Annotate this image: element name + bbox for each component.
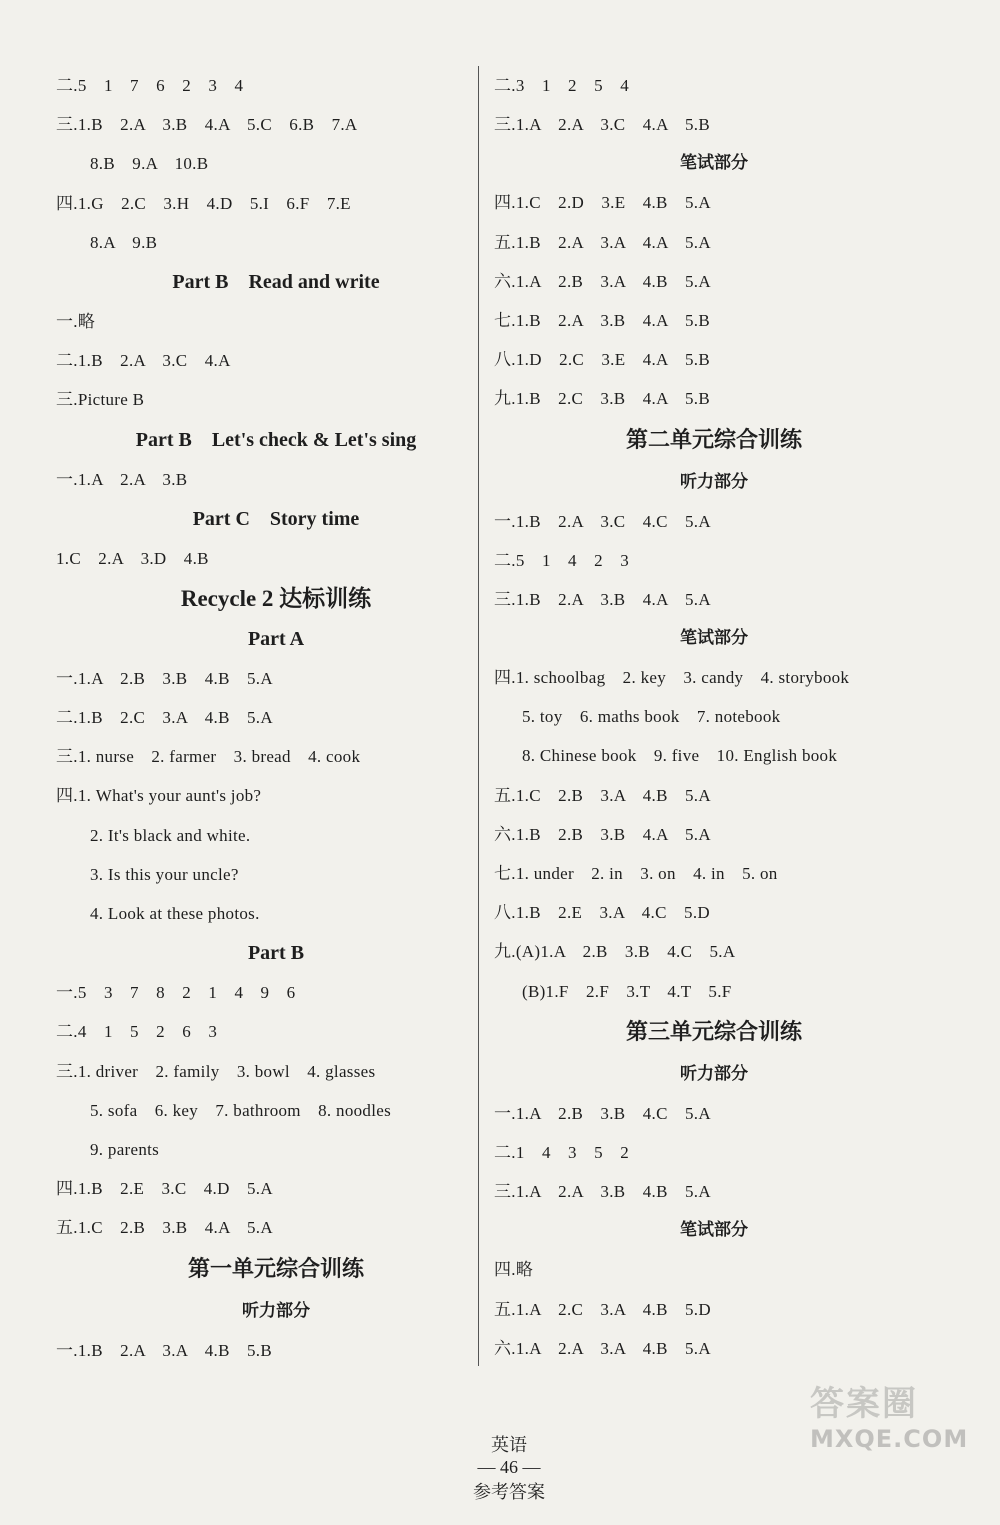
section-heading: Part C Story time — [192, 507, 360, 530]
footer-subject: 英语 — [491, 1435, 527, 1455]
answer-line: 二.1 4 3 5 2 — [494, 1142, 630, 1162]
answer-line: 三.1.A 2.A 3.C 4.A 5.B — [494, 115, 710, 135]
unit-heading: 第三单元综合训练 — [625, 1019, 802, 1045]
answer-line: 三.1. nurse 2. farmer 3. bread 4. cook — [56, 747, 361, 767]
answer-line: 一.1.A 2.A 3.B — [56, 469, 188, 489]
answer-line: 9. parents — [90, 1139, 160, 1159]
answer-line: 一.略 — [56, 311, 96, 331]
answer-line: 三.1. driver 2. family 3. bowl 4. glasses — [56, 1061, 376, 1081]
unit-heading: Recycle 2 达标训练 — [180, 585, 372, 611]
subsection-heading: 笔试部分 — [680, 153, 748, 174]
answer-line: 一.1.A 2.B 3.B 4.B 5.A — [56, 668, 273, 688]
subsection-heading: 听力部分 — [242, 1300, 310, 1321]
answer-line: 四.1. schoolbag 2. key 3. candy 4. storybook — [494, 668, 850, 688]
answer-line: 8.B 9.A 10.B — [90, 154, 209, 174]
answer-line: 一.1.B 2.A 3.A 4.B 5.B — [56, 1340, 272, 1360]
answer-line: 六.1.A 2.A 3.A 4.B 5.A — [494, 1338, 711, 1358]
unit-heading: 第二单元综合训练 — [625, 427, 802, 453]
answer-line: 九.(A)1.A 2.B 3.B 4.C 5.A — [494, 942, 736, 962]
page-number: — 46 — — [477, 1457, 541, 1477]
right-column — [494, 66, 934, 1368]
section-heading: Part B — [247, 942, 305, 965]
subsection-heading: 笔试部分 — [680, 1220, 748, 1241]
answer-line: 二.3 1 2 5 4 — [494, 76, 630, 95]
answer-line: 5. sofa 6. key 7. bathroom 8. noodles — [90, 1100, 392, 1120]
answer-line: 3. Is this your uncle? — [90, 864, 239, 884]
answer-line: 四.1.B 2.E 3.C 4.D 5.A — [56, 1179, 273, 1199]
answer-line: (B)1.F 2.F 3.T 4.T 5.F — [522, 981, 732, 1001]
answer-line: 一.1.A 2.B 3.B 4.C 5.A — [494, 1103, 711, 1123]
answer-line: 五.1.A 2.C 3.A 4.B 5.D — [494, 1299, 711, 1319]
answer-line: 六.1.B 2.B 3.B 4.A 5.A — [494, 824, 711, 844]
answer-line: 四.1.G 2.C 3.H 4.D 5.I 6.F 7.E — [56, 193, 351, 213]
answer-line: 8.A 9.B — [90, 232, 158, 252]
watermark-logo — [810, 1376, 988, 1453]
answer-line: 七.1. under 2. in 3. on 4. in 5. on — [494, 864, 778, 883]
answer-line: 五.1.C 2.B 3.B 4.A 5.A — [56, 1218, 273, 1238]
left-column — [56, 66, 496, 1370]
section-heading: Part B Read and write — [172, 270, 380, 293]
answer-line: 4. Look at these photos. — [90, 904, 260, 923]
watermark-seal: 答案圈 — [810, 1384, 918, 1424]
answer-line: 二.5 1 7 6 2 3 4 — [56, 76, 244, 95]
answer-line: 一.5 3 7 8 2 1 4 9 6 — [56, 983, 296, 1003]
answer-line: 七.1.B 2.A 3.B 4.A 5.B — [494, 310, 710, 330]
answer-line: 三.1.B 2.A 3.B 4.A 5.A — [494, 589, 711, 609]
footer-label: 参考答案 — [473, 1482, 545, 1502]
answer-line: 八.1.B 2.E 3.A 4.C 5.D — [494, 903, 710, 923]
subsection-heading: 听力部分 — [680, 471, 748, 492]
section-heading: Part B Let's check & Let's sing — [135, 428, 417, 451]
answer-line: 三.Picture B — [56, 390, 145, 410]
answer-line: 二.1.B 2.A 3.C 4.A — [56, 351, 231, 371]
answer-line: 四.1. What's your aunt's job? — [56, 786, 262, 806]
answer-line: 五.1.C 2.B 3.A 4.B 5.A — [494, 785, 711, 805]
section-heading: Part A — [247, 627, 305, 650]
answer-line: 二.4 1 5 2 6 3 — [56, 1022, 218, 1042]
answer-line: 四.略 — [494, 1260, 534, 1280]
subsection-heading: 笔试部分 — [680, 628, 748, 649]
answer-line: 二.5 1 4 2 3 — [494, 550, 630, 570]
unit-heading: 第一单元综合训练 — [187, 1256, 364, 1282]
answer-line: 八.1.D 2.C 3.E 4.A 5.B — [494, 350, 710, 370]
answer-line: 五.1.B 2.A 3.A 4.A 5.A — [494, 232, 711, 252]
answer-line: 三.1.B 2.A 3.B 4.A 5.C 6.B 7.A — [56, 115, 358, 135]
answer-line: 三.1.A 2.A 3.B 4.B 5.A — [494, 1182, 711, 1202]
column-divider — [478, 66, 479, 1366]
answer-line: 8. Chinese book 9. five 10. English book — [522, 746, 838, 766]
watermark-site: MXQE.COM — [810, 1425, 969, 1453]
answer-line: 2. It's black and white. — [90, 825, 251, 845]
answer-line: 1.C 2.A 3.D 4.B — [56, 548, 209, 568]
answer-line: 六.1.A 2.B 3.A 4.B 5.A — [494, 271, 711, 291]
answer-line: 二.1.B 2.C 3.A 4.B 5.A — [56, 708, 273, 728]
answer-line: 5. toy 6. maths book 7. notebook — [522, 707, 781, 727]
subsection-heading: 听力部分 — [680, 1063, 748, 1084]
answer-line: 四.1.C 2.D 3.E 4.B 5.A — [494, 193, 711, 213]
answer-line: 九.1.B 2.C 3.B 4.A 5.B — [494, 389, 710, 409]
answer-line: 一.1.B 2.A 3.C 4.C 5.A — [494, 511, 711, 531]
